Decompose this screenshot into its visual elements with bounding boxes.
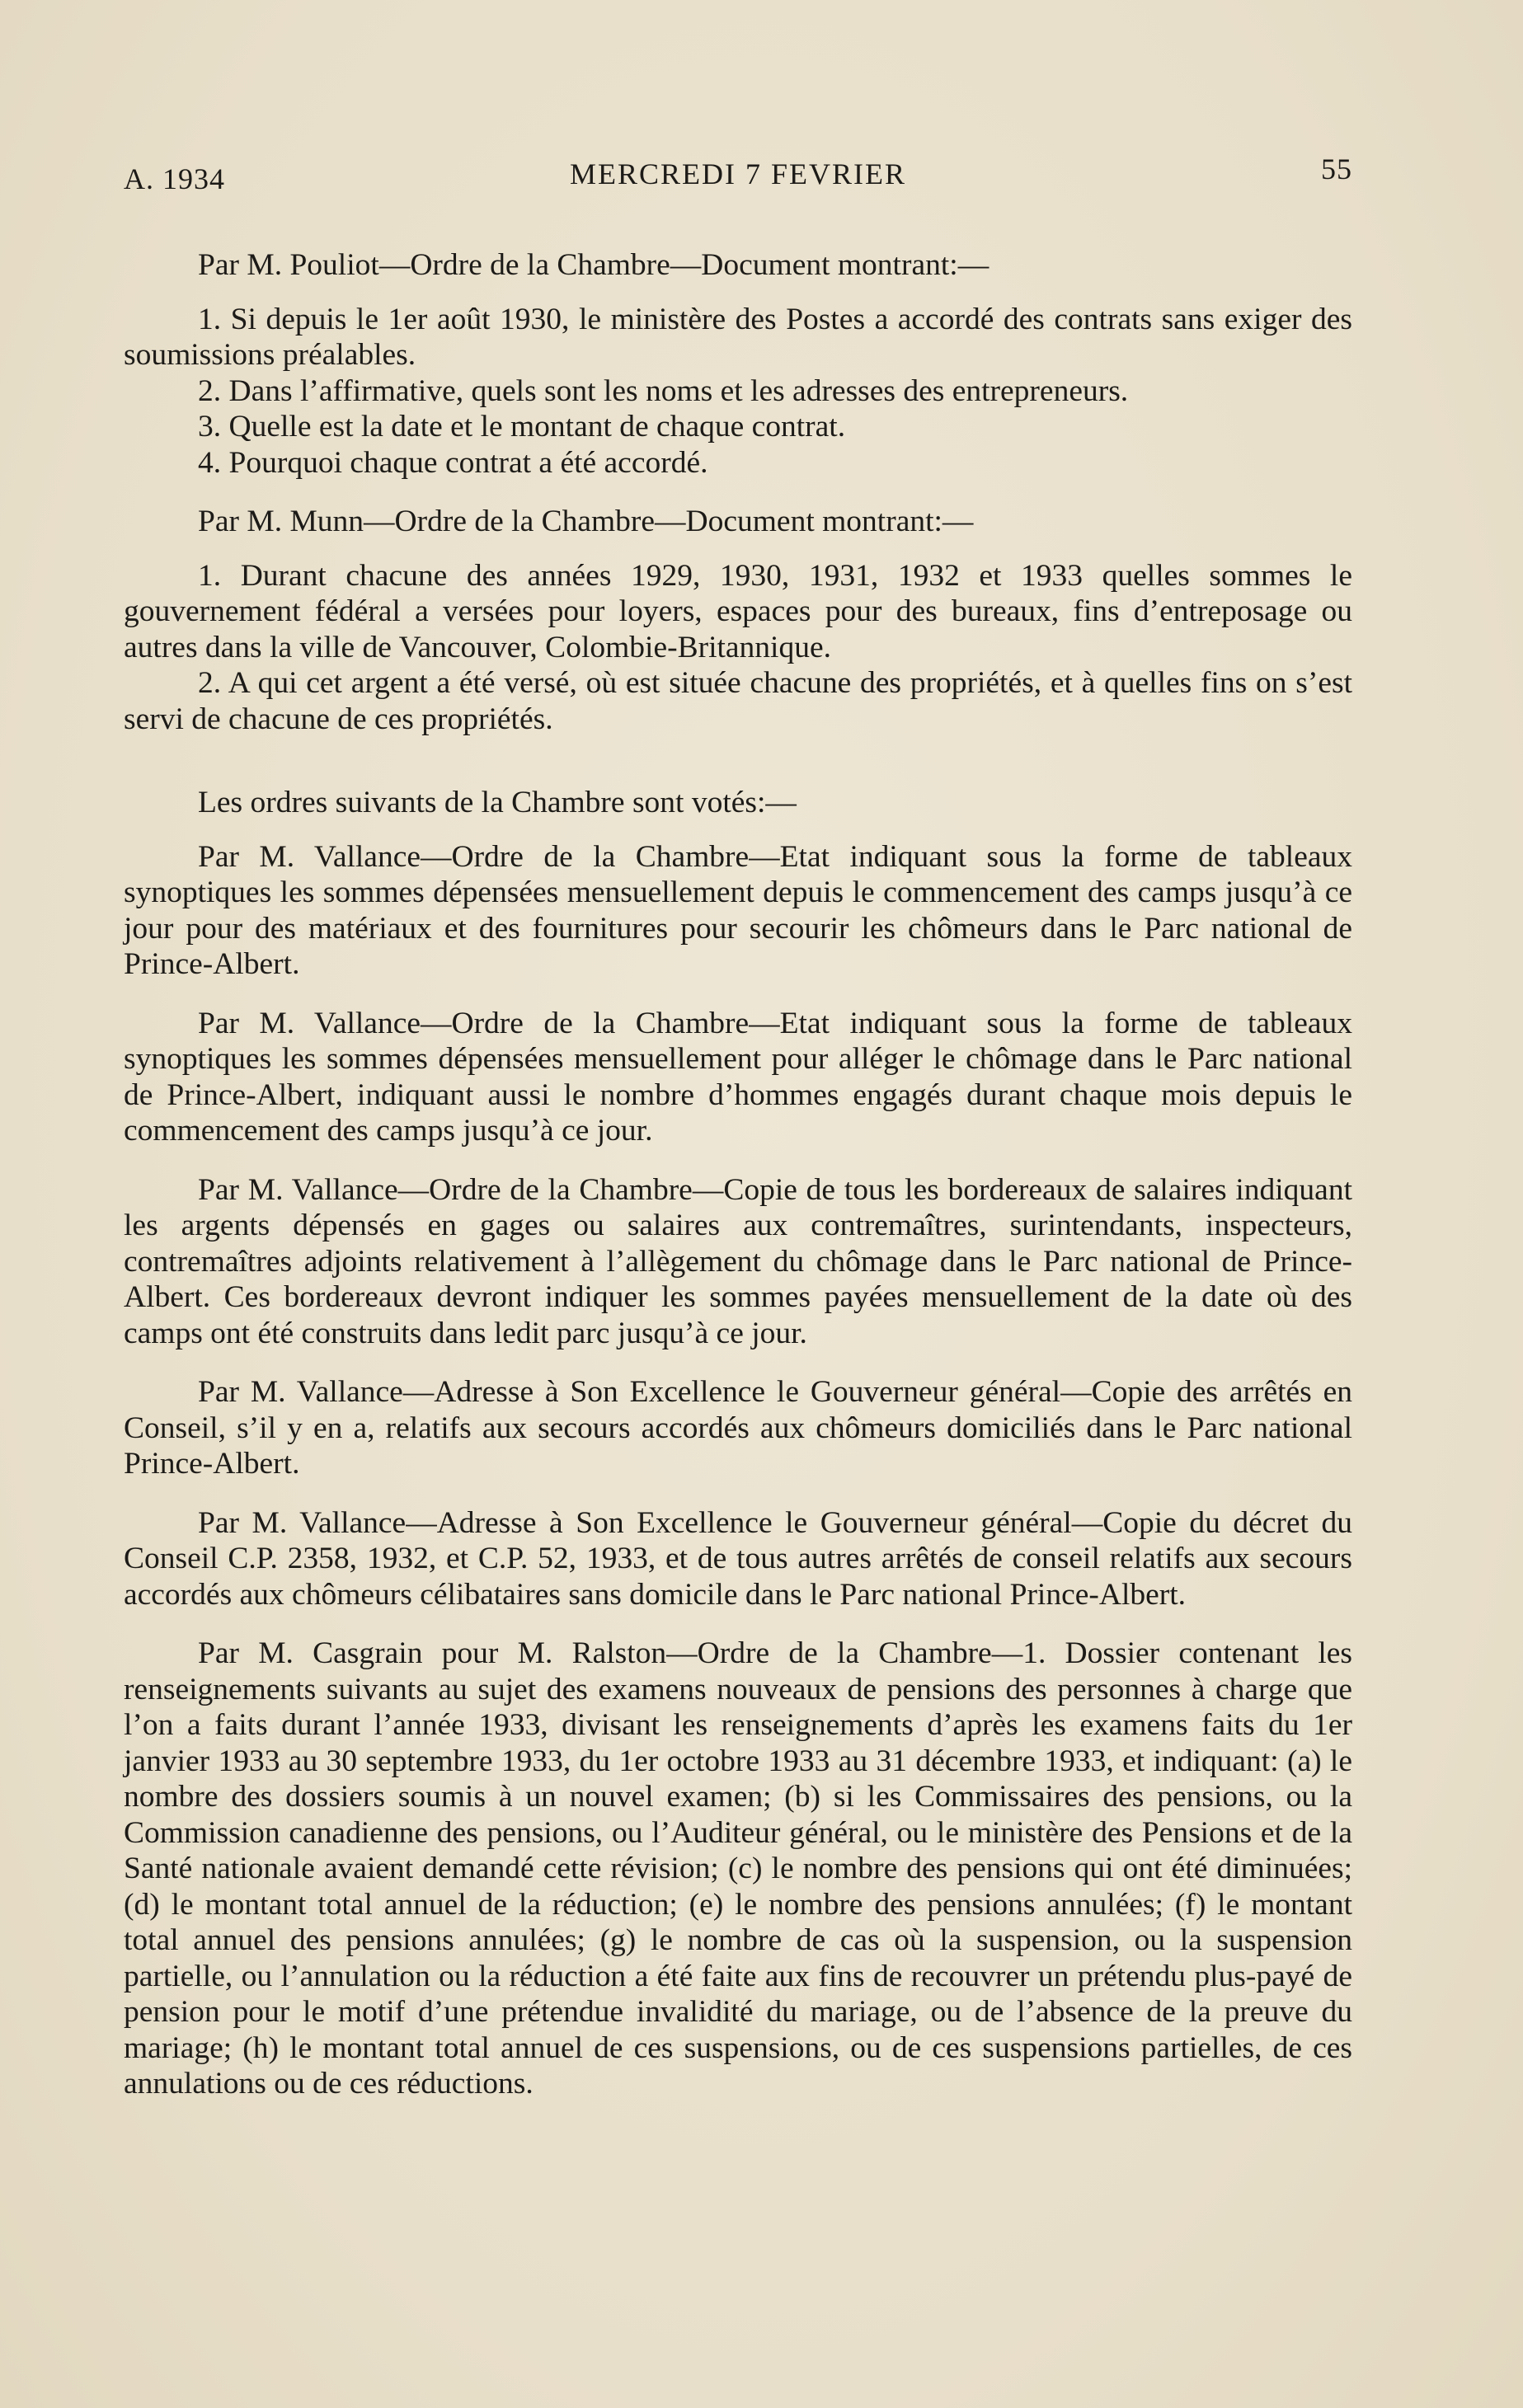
address-vallance-2: Par M. Vallance—Adresse à Son Excellence le Gouverneur général—Copie du décret du Conseil C.P. 2358, 1932, et C.P. 52, 1933, et de tous autres arrêtés de conseil relatifs aux secours accordés aux chômeurs célibataires sans domicile dans le Parc national Prince-Albert. [124,1505,1352,1612]
order-munn-item-1: 1. Durant chacune des années 1929, 1930, 1931, 1932 et 1933 quelles sommes le gouvernement fédéral a versées pour loyers, espaces pour des bureaux, fins d’entreposage ou autres dans la ville de Vancouver, Colombie-Britannique. [124,558,1352,664]
document-body [124,247,1352,2102]
order-pouliot-item-4: 4. Pourquoi chaque contrat a été accordé. [198,445,708,480]
page-number: 55 [1321,153,1352,185]
header-session-year: A. 1934 [124,162,225,195]
order-pouliot-item-1: 1. Si depuis le 1er août 1930, le ministère des Postes a accordé des contrats sans exiger des soumissions préalables. [124,302,1352,372]
order-munn-heading: Par M. Munn—Ordre de la Chambre—Document montrant:— [198,505,974,538]
page-header [124,153,1352,198]
order-vallance-1: Par M. Vallance—Ordre de la Chambre—Etat indiquant sous la forme de tableaux synoptiques les sommes dépensées mensuellement depuis le commencement des camps jusqu’à ce jour pour des matériaux et des fournitures pour secourir les chômeurs dans le Parc national de Prince-Albert. [124,839,1352,981]
order-pouliot-item-3: 3. Quelle est la date et le montant de chaque contrat. [198,410,846,444]
order-vallance-2: Par M. Vallance—Ordre de la Chambre—Etat indiquant sous la forme de tableaux synoptiques les sommes dépensées mensuellement pour alléger le chômage dans le Parc national de Prince-Albert, indiquant aussi le nombre d’hommes engagés durant chaque mois depuis le commencement des camps jusqu’à ce jour. [124,1006,1352,1148]
order-pouliot-heading: Par M. Pouliot—Ordre de la Chambre—Document montrant:— [198,248,989,282]
order-pouliot-item-2: 2. Dans l’affirmative, quels sont les noms et les adresses des entrepreneurs. [198,373,1129,408]
order-vallance-3: Par M. Vallance—Ordre de la Chambre—Copie de tous les bordereaux de salaires indiquant les argents dépensés en gages ou salaires aux contremaîtres, surintendants, inspecteurs, contremaîtres adjoints relativement à l’allègement du chômage dans le Parc national de Prince-Albert. Ces bordereaux devront indiquer les sommes payées mensuellement de la date où des camps ont été construits dans ledit parc jusqu’à ce jour. [124,1172,1352,1350]
header-date-title: MERCREDI 7 FEVRIER [569,157,907,190]
orders-voted-heading: Les ordres suivants de la Chambre sont votés:— [198,786,797,819]
order-munn-item-2: 2. A qui cet argent a été versé, où est située chacune des propriétés, et à quelles fins on s’est servi de chacune de ces propriétés. [124,666,1352,736]
address-vallance-1: Par M. Vallance—Adresse à Son Excellence le Gouverneur général—Copie des arrêtés en Conseil, s’il y en a, relatifs aux secours accordés aux chômeurs domiciliés dans le Parc national Prince-Albert. [124,1375,1352,1481]
order-casgrain-ralston: Par M. Casgrain pour M. Ralston—Ordre de la Chambre—1. Dossier contenant les renseignements suivants au sujet des examens nouveaux de pensions des personnes à charge que l’on a faits durant l’année 1933, divisant les renseignements d’après les examens faits du 1er janvier 1933 au 30 septembre 1933, du 1er octobre 1933 au 31 décembre 1933, et indiquant: (a) le nombre des dossiers soumis à un nouvel examen; (b) si les Commissaires des pensions, ou la Commission canadienne des pensions, ou l’Auditeur général, ou le ministère des Pensions et de la Santé nationale avaient demandé cette révision; (c) le nombre des pensions qui ont été diminuées; (d) le montant total annuel de la réduction; (e) le nombre des pensions annulées; (f) le montant total annuel des pensions annulées; (g) le nombre de cas où la suspension, ou la suspension partielle, ou l’annulation ou la réduction a été faite aux fins de recouvrer un prétendu plus-payé de pension pour le motif d’une prétendue invalidité du mariage, ou de l’absence de la preuve du mariage; (h) le montant total annuel de ces suspensions, ou de ces suspensions partielles, de ces annulations ou de ces réductions. [124,1636,1352,2101]
